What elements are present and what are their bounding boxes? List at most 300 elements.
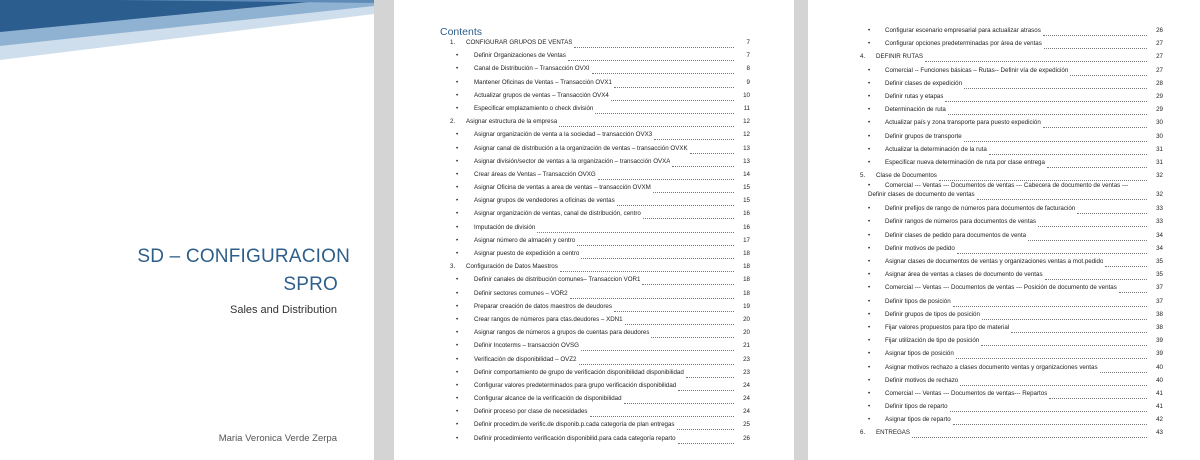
toc-entry[interactable] <box>808 103 1200 116</box>
toc-leader-dots <box>989 149 1147 155</box>
toc-entry-title: Definir Organizaciones de Ventas <box>474 52 566 60</box>
toc-leader-dots <box>653 187 734 193</box>
toc-entry[interactable] <box>394 313 794 326</box>
bullet-icon: • <box>868 258 871 265</box>
bullet-icon: • <box>456 197 459 205</box>
bullet-icon: • <box>456 329 459 337</box>
bullet-icon: • <box>456 52 459 60</box>
toc-entry[interactable] <box>394 339 794 352</box>
toc-entry-page: 30 <box>1156 119 1163 127</box>
toc-list-page-2 <box>808 24 1200 440</box>
toc-entry[interactable] <box>808 215 1200 228</box>
toc-leader-dots <box>642 279 734 285</box>
toc-entry-title: Especificar emplazamiento o check división <box>474 104 594 112</box>
toc-leader-dots <box>581 253 734 259</box>
toc-entry[interactable] <box>394 128 794 141</box>
toc-entry-title: Especificar nueva determinación de ruta por clase entrega <box>885 158 1045 166</box>
toc-entry[interactable] <box>394 49 794 62</box>
cover-author: Maria Veronica Verde Zerpa <box>218 433 337 444</box>
bullet-icon: • <box>456 78 459 86</box>
toc-leader-dots <box>957 248 1147 254</box>
toc-entry-page: 29 <box>1156 92 1163 100</box>
toc-entry-page: 14 <box>743 170 750 178</box>
toc-entry-page: 25 <box>743 421 750 429</box>
toc-entry-title: Asignar organización de venta a la sociedad – transacción OVX3 <box>474 131 653 139</box>
toc-entry-title: Definir grupos de transporte <box>885 132 962 140</box>
toc-entry-page: 12 <box>743 131 750 139</box>
toc-entry-title: Definir motivos de rechazo <box>885 376 959 384</box>
bullet-icon: • <box>456 434 459 442</box>
toc-entry-title-continued: Definir clases de documento de ventas <box>868 191 975 199</box>
bullet-icon: • <box>456 210 459 218</box>
toc-leader-dots <box>570 293 734 299</box>
toc-leader-dots <box>964 83 1147 89</box>
toc-leader-dots <box>560 266 734 272</box>
toc-entry[interactable] <box>394 36 794 49</box>
toc-entry-title: Configurar escenario empresarial para actualizar atrasos <box>885 27 1041 34</box>
toc-entry-page: 41 <box>1156 403 1163 411</box>
toc-leader-dots <box>1049 393 1147 399</box>
bullet-icon: • <box>868 231 871 239</box>
bullet-icon: • <box>456 223 459 231</box>
toc-leader-dots <box>1070 70 1147 76</box>
toc-leader-dots <box>559 121 734 127</box>
bullet-icon: • <box>868 79 871 87</box>
toc-entry-page: 7 <box>746 39 750 46</box>
toc-entry[interactable] <box>394 326 794 339</box>
toc-entry-page: 37 <box>1156 297 1163 305</box>
toc-entry[interactable] <box>394 405 794 418</box>
bullet-icon: • <box>456 381 459 389</box>
toc-entry-page: 18 <box>743 289 750 297</box>
toc-entry-title: Asignar clases de documentos de ventas y organizaciones ventas a mot.pedido <box>885 258 1104 265</box>
toc-entry[interactable] <box>808 64 1200 77</box>
toc-entry-page: 24 <box>743 395 750 403</box>
toc-entry[interactable] <box>808 295 1200 308</box>
toc-entry[interactable] <box>808 268 1200 281</box>
toc-entry[interactable] <box>394 260 794 273</box>
toc-entry[interactable] <box>394 76 794 89</box>
toc-entry[interactable] <box>808 229 1200 242</box>
toc-entry-title: Definir comportamiento de grupo de verificación disponibilidad disponibilidad <box>474 368 684 376</box>
toc-entry[interactable] <box>394 392 794 405</box>
toc-entry-title: Definir grupos de tipos de posición <box>885 310 980 318</box>
toc-leader-dots <box>579 359 735 365</box>
bullet-icon: • <box>868 27 871 34</box>
bullet-icon: • <box>456 289 459 297</box>
toc-entry[interactable] <box>808 182 1200 202</box>
bullet-icon: • <box>868 218 871 226</box>
toc-entry[interactable] <box>808 374 1200 387</box>
toc-leader-dots <box>654 134 734 140</box>
toc-entry-title: CONFIGURAR GRUPOS DE VENTAS <box>466 39 573 46</box>
toc-entry-page: 39 <box>1156 337 1163 345</box>
toc-entry-title: Definir sectores comunes – VOR2 <box>474 289 568 297</box>
bullet-icon: • <box>868 205 871 213</box>
toc-entry-page: 9 <box>746 78 750 86</box>
toc-entry-title: Asignar grupos de vendedores a oficinas de ventas <box>474 197 615 205</box>
toc-entry[interactable] <box>808 308 1200 321</box>
toc-entry-page: 27 <box>1156 40 1163 48</box>
toc-entry-title: Asignar estructura de la empresa <box>466 118 558 126</box>
toc-entry[interactable] <box>394 287 794 300</box>
toc-entry-title: Asignar rangos de números a grupos de cuentas para deudores <box>474 329 650 337</box>
bullet-icon: • <box>868 132 871 140</box>
toc-leader-dots <box>537 227 734 233</box>
toc-entry-number: 1. <box>450 39 456 46</box>
toc-leader-dots <box>678 385 734 391</box>
toc-entry-page: 43 <box>1156 429 1163 437</box>
toc-entry-page: 28 <box>1156 79 1163 87</box>
toc-entry-title: Asignar tipos de reparto <box>885 416 951 424</box>
toc-entry[interactable] <box>808 400 1200 413</box>
toc-list-page-1 <box>394 36 794 445</box>
bullet-icon: • <box>456 302 459 310</box>
toc-entry-title: Asignar división/sector de ventas a la organización – transacción OVXA <box>474 157 671 165</box>
toc-entry[interactable] <box>808 387 1200 400</box>
toc-leader-dots <box>982 314 1147 320</box>
toc-entry[interactable] <box>394 155 794 168</box>
toc-entry-page: 42 <box>1156 416 1163 424</box>
toc-leader-dots <box>925 56 1147 62</box>
toc-entry-title: Configuración de Datos Maestros <box>466 263 558 271</box>
bullet-icon: • <box>456 421 459 429</box>
toc-entry[interactable] <box>808 143 1200 156</box>
toc-entry-page: 33 <box>1156 218 1163 226</box>
toc-leader-dots <box>1028 235 1147 241</box>
toc-entry-page: 15 <box>743 197 750 205</box>
bullet-icon: • <box>456 131 459 139</box>
cover-title-line2: SPRO <box>283 274 338 295</box>
toc-leader-dots <box>577 240 734 246</box>
toc-entry-title: Definir clases de pedido para documentos de venta <box>885 231 1027 239</box>
toc-entry-title: Definir tipos de posición <box>885 297 951 305</box>
toc-entry[interactable] <box>394 168 794 181</box>
bullet-icon: • <box>868 271 871 279</box>
toc-entry[interactable] <box>394 418 794 431</box>
bullet-icon: • <box>868 310 871 318</box>
toc-entry[interactable] <box>394 207 794 220</box>
toc-entry[interactable] <box>808 281 1200 294</box>
toc-leader-dots <box>651 332 734 338</box>
toc-entry[interactable] <box>808 321 1200 334</box>
toc-entry[interactable] <box>394 379 794 392</box>
toc-entry-title: Comercial -- Funciones básicas – Rutas-- Definir vía de expedición <box>885 66 1069 74</box>
toc-leader-dots <box>581 345 734 351</box>
toc-leader-dots <box>595 108 734 114</box>
toc-leader-dots <box>617 200 734 206</box>
toc-entry-page: 18 <box>743 250 750 257</box>
toc-entry-title: Crear áreas de Ventas – Transacción OVXG <box>474 170 596 178</box>
toc-entry-page: 12 <box>743 118 750 126</box>
toc-entry-title: Definir prefijos de rango de números para documentos de facturación <box>885 205 1076 213</box>
bullet-icon: • <box>868 145 871 153</box>
toc-heading: Contents <box>440 26 483 38</box>
toc-entry-title: Clase de Documentos <box>876 172 937 180</box>
toc-entry-title: Definir proceso por clase de necesidades <box>474 408 588 416</box>
bullet-icon: • <box>868 119 871 127</box>
toc-entry[interactable] <box>808 361 1200 374</box>
toc-entry-title: Actualizar la determinación de la ruta <box>885 145 987 153</box>
bullet-icon: • <box>456 368 459 376</box>
toc-leader-dots <box>953 301 1147 307</box>
toc-entry-page: 31 <box>1156 145 1163 153</box>
bullet-icon: • <box>456 170 459 178</box>
toc-entry-title: Definir clases de expedición <box>885 79 963 87</box>
toc-entry-number: 5. <box>860 172 866 180</box>
toc-entry-title: DEFINIR RUTAS <box>876 53 923 61</box>
toc-entry-page: 35 <box>1156 258 1163 265</box>
toc-entry-page: 8 <box>746 65 750 73</box>
toc-entry-title: Configurar valores predeterminados para grupo verificación disponibilidad <box>474 381 677 389</box>
toc-entry[interactable] <box>394 62 794 75</box>
toc-entry-page: 32 <box>1156 172 1163 180</box>
toc-entry-page: 40 <box>1156 363 1163 371</box>
toc-entry[interactable] <box>808 130 1200 143</box>
toc-page-2 <box>808 0 1200 460</box>
toc-entry-number: 6. <box>860 429 866 437</box>
toc-entry[interactable] <box>808 413 1200 426</box>
toc-entry[interactable] <box>808 116 1200 129</box>
toc-entry[interactable] <box>394 273 794 286</box>
toc-entry-title: Definir rutas y etapas <box>885 92 944 100</box>
bullet-icon: • <box>456 157 459 165</box>
toc-leader-dots <box>611 95 734 101</box>
bullet-icon: • <box>868 403 871 411</box>
bullet-icon: • <box>456 355 459 363</box>
toc-entry-title: Definir procedim.de verific.de disponib.p.cada categoría de plan entregas <box>474 421 675 429</box>
toc-entry-page: 27 <box>1156 66 1163 74</box>
toc-entry-title: Asignar área de ventas a clases de documento de ventas <box>885 271 1043 279</box>
bullet-icon: • <box>456 65 459 73</box>
toc-entry-number: 3. <box>450 263 456 271</box>
toc-entry[interactable] <box>808 50 1200 63</box>
toc-entry[interactable] <box>394 353 794 366</box>
toc-leader-dots <box>677 424 734 430</box>
bullet-icon: • <box>456 315 459 323</box>
toc-entry[interactable] <box>808 334 1200 347</box>
cover-title-line1: SD – CONFIGURACION <box>137 246 350 267</box>
toc-leader-dots <box>690 148 734 154</box>
toc-leader-dots <box>590 411 734 417</box>
bullet-icon: • <box>868 284 871 292</box>
toc-entry-page: 24 <box>743 408 750 416</box>
toc-entry-title: Asignar Oficina de ventas a area de ventas – transacción OVXM <box>474 184 651 192</box>
toc-entry[interactable] <box>808 37 1200 50</box>
toc-leader-dots <box>1011 327 1147 333</box>
toc-entry[interactable] <box>394 115 794 128</box>
bullet-icon: • <box>456 395 459 403</box>
toc-leader-dots <box>568 55 734 61</box>
toc-entry-page: 26 <box>743 434 750 442</box>
toc-leader-dots <box>625 319 734 325</box>
toc-leader-dots <box>614 82 734 88</box>
toc-entry-page: 33 <box>1156 205 1163 213</box>
toc-entry-page: 15 <box>743 184 750 192</box>
toc-entry-title: Configurar alcance de la verificación de disponibilidad <box>474 395 622 403</box>
toc-page-1 <box>394 0 794 460</box>
toc-entry-title: Actualizar país y zona transporte para puesto expedición <box>885 119 1041 127</box>
bullet-icon: • <box>868 389 871 397</box>
toc-entry-page: 16 <box>743 210 750 218</box>
toc-entry[interactable] <box>808 156 1200 169</box>
toc-leader-dots <box>1043 122 1147 128</box>
toc-leader-dots <box>1038 221 1147 227</box>
toc-entry-title: Asignar motivos rechazo a clases documento ventas y organizaciones ventas <box>885 363 1098 371</box>
bullet-icon: • <box>456 408 459 416</box>
toc-leader-dots <box>1105 261 1147 267</box>
toc-leader-dots <box>912 432 1147 438</box>
bullet-icon: • <box>456 144 459 152</box>
cover-page <box>0 0 374 460</box>
toc-leader-dots <box>643 213 734 219</box>
toc-leader-dots <box>945 96 1147 102</box>
toc-entry-title: Asignar número de almacén y centro <box>474 236 576 244</box>
toc-entry-title: Fijar utilización de tipo de posición <box>885 337 980 345</box>
toc-entry[interactable] <box>808 426 1200 439</box>
toc-entry-title: Comercial --- Ventas --- Documentos de ventas --- Posición de documento de ventas <box>885 284 1117 292</box>
toc-entry-title: Asignar tipos de posición <box>885 350 954 358</box>
toc-leader-dots <box>678 438 734 444</box>
toc-leader-dots <box>574 42 734 48</box>
toc-entry-title: Definir motivos de pedido <box>885 244 955 252</box>
bullet-icon: • <box>456 104 459 112</box>
toc-entry[interactable] <box>808 77 1200 90</box>
toc-entry-page: 31 <box>1156 158 1163 166</box>
toc-leader-dots <box>598 174 734 180</box>
bullet-icon: • <box>868 40 871 48</box>
toc-entry-title: Verificación de disponibilidad – OVZ2 <box>474 355 577 363</box>
toc-entry[interactable] <box>808 347 1200 360</box>
bullet-icon: • <box>868 182 871 190</box>
toc-entry-page: 34 <box>1156 231 1163 239</box>
toc-entry-title: Asignar canal de distribución a la organización de ventas – transacción OVXK <box>474 144 688 152</box>
toc-entry-title: Asignar organización de ventas, canal de distribución, centro <box>474 210 641 218</box>
bullet-icon: • <box>868 66 871 74</box>
toc-leader-dots <box>977 194 1147 200</box>
toc-entry-page: 27 <box>1156 53 1163 61</box>
toc-entry-title: Definir tipos de reparto <box>885 403 948 411</box>
toc-entry-title: Definir canales de distribución comunes– Transaccion VOR1 <box>474 276 641 284</box>
toc-entry-title: Imputación de división <box>474 223 536 231</box>
toc-entry-title: Definir procedimiento verificación disponibilid.para cada categoría reparto <box>474 434 676 442</box>
bullet-icon: • <box>868 416 871 424</box>
toc-entry[interactable] <box>808 202 1200 215</box>
bullet-icon: • <box>868 244 871 252</box>
bullet-icon: • <box>868 106 871 114</box>
toc-entry-title: Canal de Distribución – Transacción OVXI <box>474 65 590 73</box>
toc-entry-title: Determinación de ruta <box>885 106 946 114</box>
bullet-icon: • <box>456 236 459 244</box>
toc-entry[interactable] <box>808 255 1200 268</box>
toc-entry[interactable] <box>808 242 1200 255</box>
toc-entry-title: Configurar opciones predeterminadas por área de ventas <box>885 40 1042 48</box>
bullet-icon: • <box>456 184 459 192</box>
toc-entry-title: Preparar creación de datos maestros de deudores <box>474 302 612 310</box>
toc-entry-page: 19 <box>743 302 750 310</box>
toc-entry-page: 10 <box>743 91 750 99</box>
bullet-icon: • <box>868 92 871 100</box>
toc-entry-page: 24 <box>743 381 750 389</box>
toc-entry[interactable] <box>394 247 794 260</box>
toc-entry[interactable] <box>394 102 794 115</box>
toc-entry-page: 20 <box>743 315 750 323</box>
toc-leader-dots <box>964 136 1147 142</box>
bullet-icon: • <box>868 350 871 358</box>
toc-entry-title: Comercial --- Ventas --- Documentos de ventas --- Cabecera de documento de ventas --- <box>885 182 1129 190</box>
toc-leader-dots <box>960 380 1147 386</box>
toc-entry-page: 32 <box>1156 191 1163 199</box>
toc-entry-page: 34 <box>1156 244 1163 252</box>
toc-leader-dots <box>672 161 734 167</box>
toc-entry-page: 17 <box>743 236 750 244</box>
toc-entry-page: 18 <box>743 263 750 271</box>
toc-entry-title: Definir rangos de números para documentos de ventas <box>885 218 1036 226</box>
toc-entry-page: 35 <box>1156 271 1163 279</box>
toc-entry[interactable] <box>394 366 794 379</box>
toc-entry-number: 2. <box>450 118 456 126</box>
toc-entry-page: 29 <box>1156 106 1163 114</box>
toc-entry-page: 30 <box>1156 132 1163 140</box>
toc-leader-dots <box>950 406 1147 412</box>
bullet-icon: • <box>868 158 871 166</box>
toc-entry-page: 39 <box>1156 350 1163 358</box>
toc-leader-dots <box>686 372 734 378</box>
toc-entry-page: 26 <box>1156 27 1163 34</box>
bullet-icon: • <box>456 276 459 284</box>
bullet-icon: • <box>456 342 459 350</box>
toc-leader-dots <box>1119 287 1147 293</box>
toc-leader-dots <box>948 109 1147 115</box>
toc-entry[interactable] <box>394 142 794 155</box>
bullet-icon: • <box>456 250 459 257</box>
toc-entry-page: 7 <box>746 52 750 60</box>
toc-entry[interactable] <box>394 234 794 247</box>
toc-entry-page: 16 <box>743 223 750 231</box>
toc-leader-dots <box>1100 367 1147 373</box>
bullet-icon: • <box>456 91 459 99</box>
toc-entry[interactable] <box>394 181 794 194</box>
toc-leader-dots <box>981 340 1147 346</box>
toc-entry-page: 21 <box>743 342 750 350</box>
bullet-icon: • <box>868 376 871 384</box>
cover-subtitle: Sales and Distribution <box>229 304 337 316</box>
toc-entry-page: 37 <box>1156 284 1163 292</box>
bullet-icon: • <box>868 337 871 345</box>
toc-entry-page: 41 <box>1156 389 1163 397</box>
toc-entry[interactable] <box>394 194 794 207</box>
toc-entry[interactable] <box>394 89 794 102</box>
bullet-icon: • <box>868 297 871 305</box>
toc-leader-dots <box>1047 162 1147 168</box>
toc-entry[interactable] <box>394 221 794 234</box>
toc-entry[interactable] <box>394 432 794 445</box>
toc-entry[interactable] <box>808 24 1200 37</box>
toc-leader-dots <box>624 398 734 404</box>
toc-entry-page: 40 <box>1156 376 1163 384</box>
toc-entry-title: Mantener Oficinas de Ventas – Transacción OVX1 <box>474 78 612 86</box>
toc-entry-page: 38 <box>1156 323 1163 331</box>
toc-entry-title: ENTREGAS <box>876 429 911 437</box>
toc-entry-title: Asignar puesto de expedición a centro <box>474 250 580 257</box>
toc-leader-dots <box>1077 208 1147 214</box>
toc-entry[interactable] <box>394 300 794 313</box>
toc-entry[interactable] <box>808 90 1200 103</box>
toc-entry-page: 13 <box>743 157 750 165</box>
cover-title <box>20 243 350 299</box>
toc-entry-title: Definir Incoterms – transacción OVSG <box>474 342 579 350</box>
toc-entry-title: Fijar valores propuestos para tipo de material <box>885 323 1010 331</box>
